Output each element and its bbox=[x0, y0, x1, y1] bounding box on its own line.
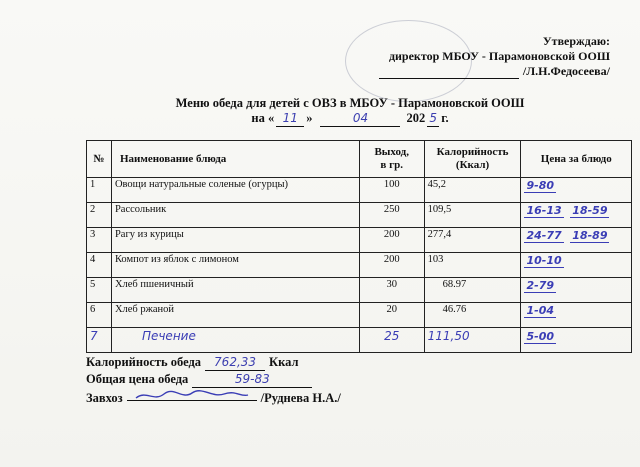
row-number: 4 bbox=[87, 253, 112, 278]
dish-name: Печение bbox=[111, 328, 359, 353]
row-number: 7 bbox=[87, 328, 112, 353]
dish-price: 5-00 bbox=[526, 330, 555, 343]
total-price-value: 59-83 bbox=[192, 371, 312, 388]
total-calories-unit: Ккал bbox=[269, 355, 299, 369]
table-row bbox=[87, 203, 632, 228]
dish-price: 16-13 bbox=[526, 204, 562, 217]
total-calories-value: 762,33 bbox=[205, 354, 265, 371]
handwritten-signature bbox=[132, 388, 252, 402]
date-month: 04 bbox=[320, 111, 400, 127]
row-number: 3 bbox=[87, 228, 112, 253]
dish-output: 250 bbox=[359, 203, 424, 228]
dish-price-cell bbox=[521, 328, 632, 353]
row-number: 2 bbox=[87, 203, 112, 228]
total-price-label: Общая цена обеда bbox=[86, 372, 189, 386]
date-year-prefix: 202 bbox=[406, 111, 426, 125]
dish-price-cell bbox=[521, 228, 632, 253]
header-output bbox=[359, 141, 424, 178]
dish-calories: 109,5 bbox=[424, 203, 521, 228]
dish-name: Рагу из курицы bbox=[111, 228, 359, 253]
header-name: Наименование блюда bbox=[111, 141, 359, 178]
dish-calories: 45,2 bbox=[424, 178, 521, 203]
menu-title-main: Меню обеда для детей с ОВЗ в МБОУ - Парамоновской ООШ bbox=[175, 96, 525, 110]
row-number: 5 bbox=[87, 278, 112, 303]
dish-output: 100 bbox=[359, 178, 424, 203]
approval-block bbox=[320, 34, 610, 79]
dish-name: Хлеб пшеничный bbox=[111, 278, 359, 303]
header-calories-line2: (Ккал) bbox=[455, 159, 490, 171]
manager-name: /Руднева Н.А./ bbox=[260, 391, 341, 405]
dish-name: Хлеб ржаной bbox=[111, 303, 359, 328]
table-row bbox=[87, 228, 632, 253]
dish-name: Овощи натуральные соленые (огурцы) bbox=[111, 178, 359, 203]
manager-row bbox=[86, 388, 486, 406]
dish-output: 200 bbox=[359, 228, 424, 253]
header-calories-line1: Калорийность bbox=[436, 146, 509, 158]
menu-title bbox=[140, 96, 560, 127]
date-year-suffix: г. bbox=[441, 111, 449, 125]
dish-price: 2-79 bbox=[526, 279, 555, 292]
dish-price: 24-77 bbox=[526, 229, 562, 242]
table-row bbox=[87, 178, 632, 203]
row-number: 6 bbox=[87, 303, 112, 328]
table-row bbox=[87, 278, 632, 303]
date-year-digit: 5 bbox=[427, 111, 439, 127]
footer-block bbox=[86, 354, 486, 406]
header-calories bbox=[424, 141, 521, 178]
approval-signature-row bbox=[320, 64, 610, 79]
table-header-row bbox=[87, 141, 632, 178]
table-row bbox=[87, 328, 632, 353]
dish-price-cell bbox=[521, 253, 632, 278]
dish-price: 10-10 bbox=[526, 254, 562, 267]
menu-table bbox=[86, 140, 632, 353]
dish-calories: 103 bbox=[424, 253, 521, 278]
header-number: № bbox=[87, 141, 112, 178]
approval-position: директор МБОУ - Парамоновской ООШ bbox=[388, 49, 610, 63]
dish-price-cell bbox=[521, 203, 632, 228]
total-price-row bbox=[86, 371, 486, 388]
table-row bbox=[87, 253, 632, 278]
dish-output: 30 bbox=[359, 278, 424, 303]
header-price: Цена за блюдо bbox=[521, 141, 632, 178]
manager-label: Завхоз bbox=[86, 391, 123, 405]
dish-output: 20 bbox=[359, 303, 424, 328]
signature-line bbox=[379, 68, 519, 79]
menu-date bbox=[140, 111, 560, 127]
dish-output: 200 bbox=[359, 253, 424, 278]
approval-heading: Утверждаю: bbox=[542, 34, 610, 48]
dish-output: 25 bbox=[359, 328, 424, 353]
manager-signature-line bbox=[127, 388, 257, 401]
total-calories-label: Калорийность обеда bbox=[86, 355, 202, 369]
date-day-close: » bbox=[306, 111, 313, 125]
row-number: 1 bbox=[87, 178, 112, 203]
dish-calories: 46.76 bbox=[424, 303, 521, 328]
date-day: 11 bbox=[276, 111, 304, 127]
header-output-line1: Выход, bbox=[374, 146, 409, 158]
dish-price-cell bbox=[521, 303, 632, 328]
dish-price: 1-04 bbox=[526, 304, 555, 317]
approval-signer: /Л.Н.Федосеева/ bbox=[522, 64, 610, 78]
dish-calories: 277,4 bbox=[424, 228, 521, 253]
table-row bbox=[87, 303, 632, 328]
dish-price-alt: 18-89 bbox=[572, 229, 608, 242]
dish-price-cell bbox=[521, 278, 632, 303]
date-prefix: на « bbox=[251, 111, 275, 125]
dish-price: 9-80 bbox=[526, 179, 555, 192]
header-output-line2: в гр. bbox=[380, 159, 403, 171]
dish-name: Компот из яблок с лимоном bbox=[111, 253, 359, 278]
dish-calories: 68.97 bbox=[424, 278, 521, 303]
dish-calories: 111,50 bbox=[424, 328, 521, 353]
total-calories-row bbox=[86, 354, 486, 371]
dish-name: Рассольник bbox=[111, 203, 359, 228]
dish-price-alt: 18-59 bbox=[572, 204, 608, 217]
dish-price-cell bbox=[521, 178, 632, 203]
